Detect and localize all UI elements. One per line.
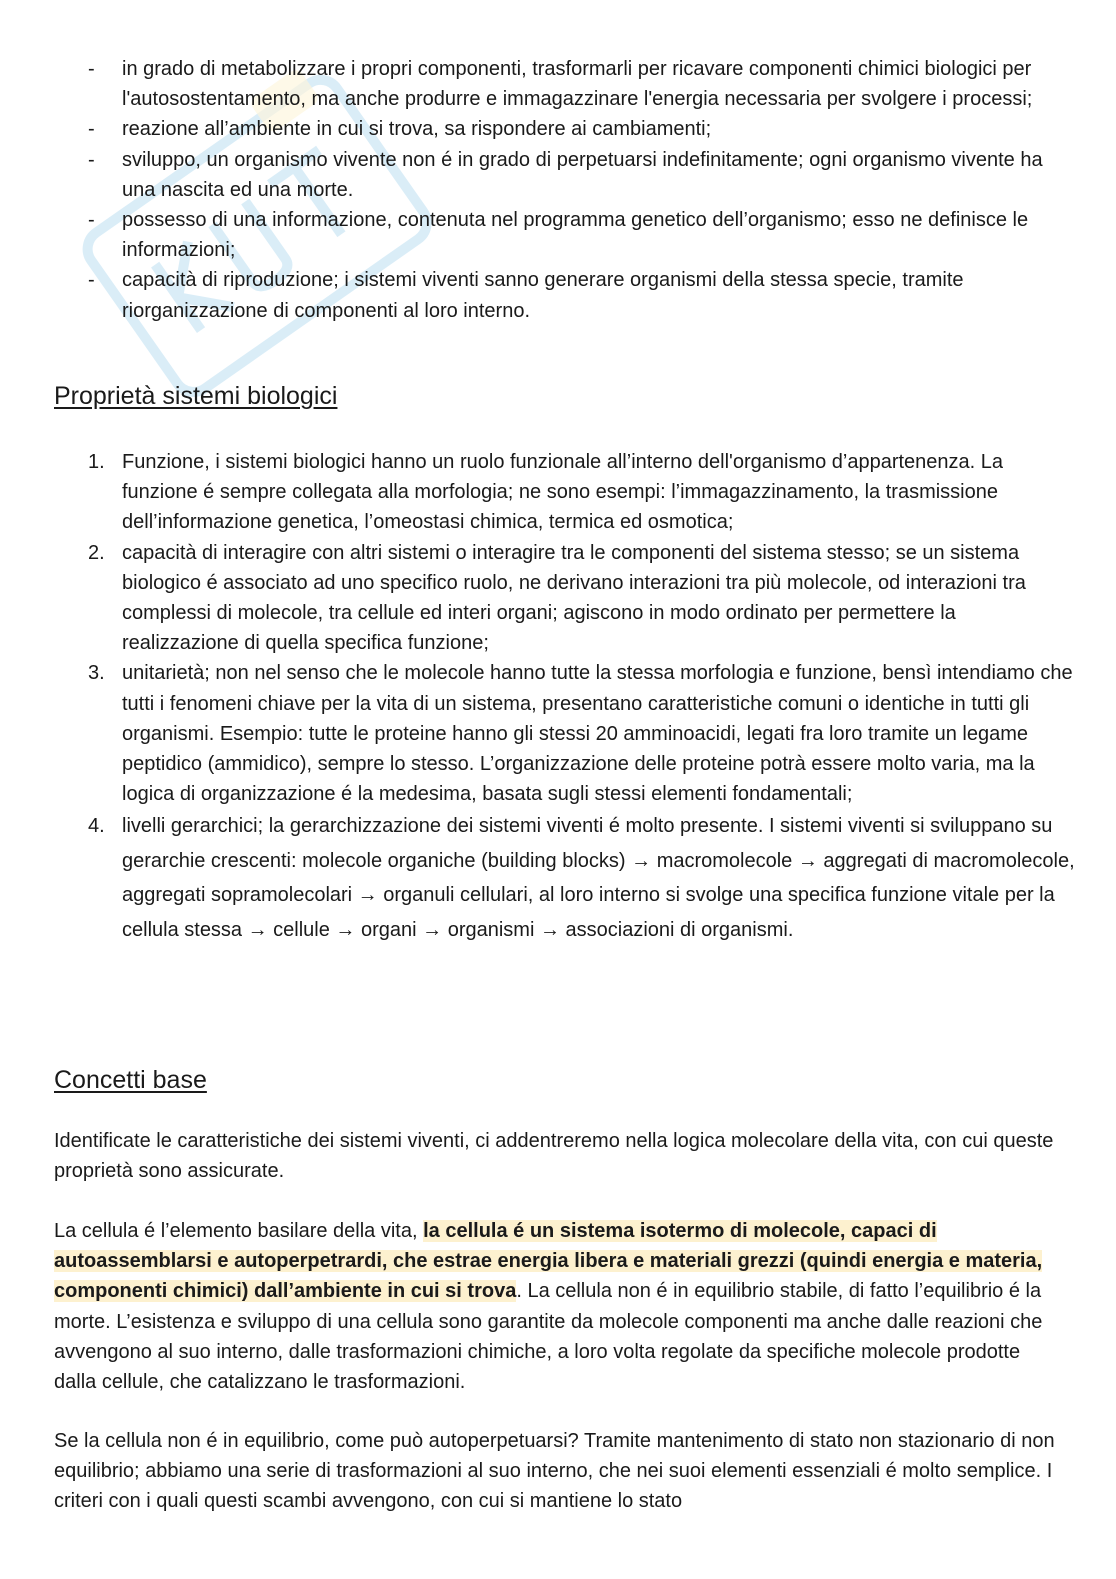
numbered-item-text: unitarietà; non nel senso che le molecole hanno tutte la stessa morfologia e funzione, bensì intendiamo che tutti i fenomeni chiave per la vita di un sistema, presentano caratteristiche comuni o identiche in tutti gli organismi. Esempio: tutte le proteine hanno gli stessi 20 amminoacidi, legati fra loro tramite un legame peptidico (ammidico), sempre lo stesso. L’organizzazione delle proteine potrà essere molto varia, ma la logica di organizzazione é la medesima, basata sugli stessi elementi fondamentali; [122, 662, 1073, 806]
paragraph-equilibrium: Se la cellula non é in equilibrio, come può autoperpetuarsi? Tramite mantenimento di stato non stazionario di non equilibrio; abbiamo una serie di trasformazioni al suo interno, che nei suoi elementi essenziali é molto semplice. I criteri con i quali questi scambi avvengono, con cui si mantiene lo stato [54, 1430, 1055, 1513]
list-item [88, 145, 1078, 205]
dash-marker: - [88, 58, 95, 80]
dash-marker: - [88, 148, 95, 171]
item-number: 1. [88, 451, 105, 473]
numbered-item-text: livelli gerarchici; la gerarchizzazione dei sistemi viventi é molto presente. I sistemi viventi si sviluppano su gerarchie crescenti: molecole organiche (building blocks) → macromolecole → aggregati di macromolecole, aggregati sopramolecolari → organuli cellulari, al loro interno si svolge una specifica funzione vitale per la cellula stessa → cellule → organi → organismi → associazioni di organismi. [122, 815, 1075, 941]
list-item-text: sviluppo, un organismo vivente non é in grado di perpetuarsi indefinitamente; ogni organismo vivente ha una nascita ed una morte. [122, 148, 1043, 201]
dash-marker: - [88, 209, 95, 232]
dash-marker: - [88, 269, 95, 292]
item-number: 2. [88, 541, 105, 564]
list-item-text: possesso di una informazione, contenuta nel programma genetico dell’organismo; esso ne definisce le informazioni; [122, 209, 1029, 262]
dash-marker: - [88, 118, 95, 141]
numbered-item [88, 447, 1078, 538]
paragraph-lead: La cellula é l’elemento basilare della vita, [54, 1220, 424, 1242]
list-item [88, 114, 1078, 144]
paragraph-rest: . La cellula non é in equilibrio stabile, di fatto l’equilibrio é la morte. L’esistenza e sviluppo di una cellula sono garantite da molecole componenti ma anche dalle reazioni che avvengono al suo interno, dalle trasformazioni chimiche, a loro volta regolate da specifiche molecole prodotte dalla cellule, che catalizzano le trasformazioni. [54, 1280, 1043, 1394]
list-item [88, 205, 1078, 265]
list-item-text: reazione all’ambiente in cui si trova, sa rispondere ai cambiamenti; [122, 118, 712, 141]
numbered-item [88, 538, 1078, 659]
list-item [88, 54, 1078, 114]
numbered-item-text: Funzione, i sistemi biologici hanno un ruolo funzionale all’interno dell'organismo d’appartenenza. La funzione é sempre collegata alla morfologia; ne sono esempi: l’immagazzinamento, la trasmissione dell’informazione genetica, l’omeostasi chimica, termica ed osmotica; [122, 451, 1004, 534]
list-item [88, 265, 1078, 325]
paragraph-cell-definition [54, 1216, 1064, 1397]
property-numbered-list [88, 447, 1078, 947]
list-item-text: capacità di riproduzione; i sistemi viventi sanno generare organismi della stessa specie, tramite riorganizzazione di componenti al loro interno. [122, 269, 964, 322]
numbered-item [88, 658, 1078, 809]
paragraph-intro: Identificate le caratteristiche dei sistemi viventi, ci addentreremo nella logica molecolare della vita, con cui queste proprietà sono assicurate. [54, 1130, 1054, 1183]
item-number: 4. [88, 815, 105, 838]
item-number: 3. [88, 662, 105, 685]
highlighted-definition: la cellula é un sistema isotermo di molecole, capaci di autoassemblarsi e autoperpetrardi, che estrae energia libera e materiali grezzi (quindi energia e materia, componenti chimici) dall’ambiente in cui si trova [54, 1220, 1043, 1303]
section-heading-concetti: Concetti base [54, 1066, 207, 1094]
section-heading-proprieta: Proprietà sistemi biologici [54, 382, 338, 410]
property-dash-list [88, 54, 1078, 326]
numbered-item [88, 809, 1078, 947]
list-item-text: in grado di metabolizzare i propri componenti, trasformarli per ricavare componenti chimici biologici per l'autosostentamento, ma anche produrre e immagazzinare l'energia necessaria per svolgere i processi; [122, 58, 1033, 111]
numbered-item-text: capacità di interagire con altri sistemi o interagire tra le componenti del sistema stesso; se un sistema biologico é associato ad uno specifico ruolo, ne derivano interazioni tra più molecole, od interazioni tra complessi di molecole, tra cellule ed interi organi; agiscono in modo ordinato per permettere la realizzazione di quella specifica funzione; [122, 541, 1026, 655]
